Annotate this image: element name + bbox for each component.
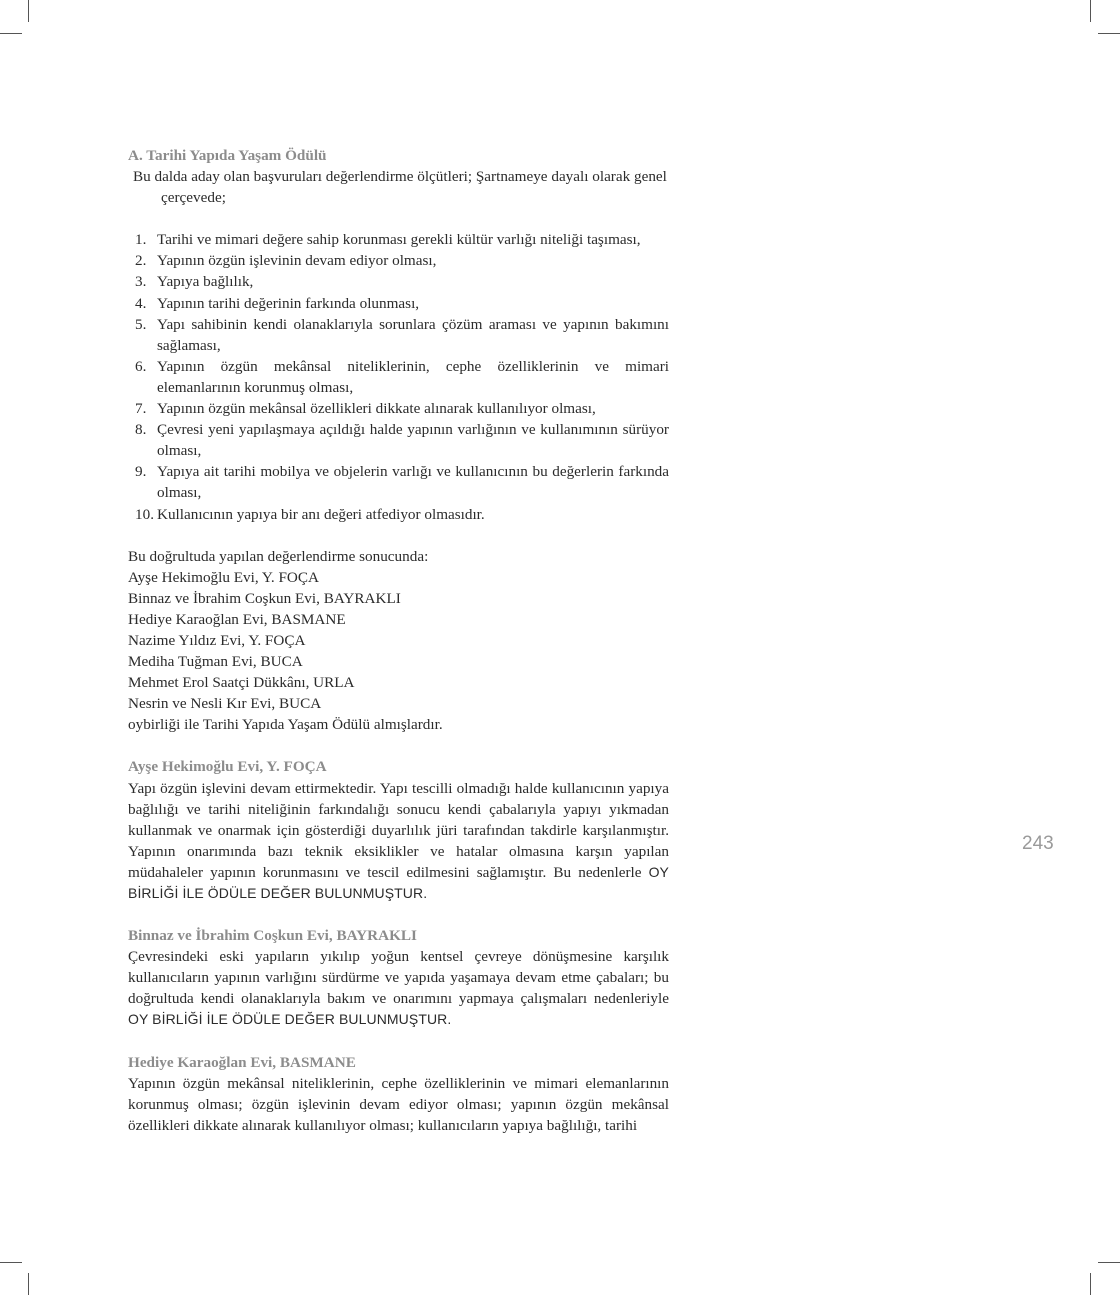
entry-title: Ayşe Hekimoğlu Evi, Y. FOÇA	[128, 758, 327, 776]
crop-mark	[0, 1262, 22, 1263]
winner-item: Binnaz ve İbrahim Coşkun Evi, BAYRAKLI	[128, 589, 401, 607]
winner-item: Mehmet Erol Saatçi Dükkânı, URLA	[128, 674, 355, 692]
entry-body: Çevresindeki eski yapıların yıkılıp yoğun kentsel çevreye dönüşmesine karşılık kullanıcıların yapının varlığını sürdürme ve yapıda yaşamaya devam etme çabaları; bu doğrultuda kendi olanaklarıyla bakım ve onarımını yapmaya çalışmaları nedenleriyle OY BİRLİĞİ İLE ÖDÜLE DEĞER BULUNMUŞTUR.	[128, 948, 669, 1028]
section-title: A. Tarihi Yapıda Yaşam Ödülü	[128, 147, 327, 164]
crop-mark	[28, 1273, 29, 1295]
crop-mark	[1090, 1273, 1091, 1295]
list-item: 8. Çevresi yeni yapılaşmaya açıldığı halde yapının varlığının ve kullanımının sürüyor olması,	[135, 421, 669, 460]
entry-body: Yapı özgün işlevini devam ettirmektedir. Yapı tescilli olmadığı halde kullanıcının yapıya bağlılığı ve tarihi niteliğinin farkındalığı sonucu kendi çabalarıyla yapıyı yıkmadan kullanmak ve onarmak için gösterdiği duyarlılık jüri tarafından takdirle karşılanmıştır. Yapının onarımında bazı teknik eksiklikler ve hatalar olmasına karşın yapılan müdahaleler yapının korunmasını ve tescil edilmesini sağlamıştır. Bu nedenlerle OY BİRLİĞİ İLE ÖDÜLE DEĞER BULUNMUŞTUR.	[128, 779, 669, 901]
results-intro: Bu doğrultuda yapılan değerlendirme sonucunda:	[128, 547, 429, 565]
entry	[128, 925, 669, 1030]
winner-item: Nazime Yıldız Evi, Y. FOÇA	[128, 631, 306, 649]
entry-verdict: OY BİRLİĞİ İLE ÖDÜLE DEĞER BULUNMUŞTUR.	[128, 863, 669, 901]
crop-mark	[1098, 33, 1120, 34]
list-item: 6. Yapının özgün mekânsal niteliklerinin, cephe özelliklerinin ve mimari elemanlarının korunmuş olması,	[135, 357, 669, 396]
winner-item: Hediye Karaoğlan Evi, BASMANE	[128, 610, 346, 628]
list-item: 1. Tarihi ve mimari değere sahip korunması gerekli kültür varlığı niteliği taşıması,	[135, 231, 641, 249]
intro-line: Bu dalda aday olan başvuruları değerlendirme ölçütleri; Şartnameye dayalı olarak genel	[133, 168, 667, 186]
intro-text	[128, 166, 669, 208]
list-item: 10. Kullanıcının yapıya bir anı değeri atfediyor olmasıdır.	[135, 505, 485, 523]
crop-mark	[0, 33, 22, 34]
results-outro: oybirliği ile Tarihi Yapıda Yaşam Ödülü almışlardır.	[128, 716, 443, 734]
criteria-list	[128, 229, 669, 524]
crop-mark	[1098, 1262, 1120, 1263]
list-item: 5. Yapı sahibinin kendi olanaklarıyla sorunlara çözüm araması ve yapının bakımını sağlaması,	[135, 315, 669, 354]
winner-item: Ayşe Hekimoğlu Evi, Y. FOÇA	[128, 568, 319, 586]
page-body	[128, 145, 669, 1136]
list-item: 7. Yapının özgün mekânsal özellikleri dikkate alınarak kullanılıyor olması,	[135, 400, 596, 418]
entry	[128, 1052, 669, 1136]
list-item: 4. Yapının tarihi değerinin farkında olunması,	[135, 294, 420, 312]
list-item: 2. Yapının özgün işlevinin devam ediyor olması,	[135, 252, 437, 270]
list-item: 9. Yapıya ait tarihi mobilya ve objelerin varlığı ve kullanıcının bu değerlerin farkında olması,	[135, 463, 669, 502]
entry-verdict: OY BİRLİĞİ İLE ÖDÜLE DEĞER BULUNMUŞTUR.	[128, 1011, 452, 1028]
crop-mark	[1090, 0, 1091, 22]
crop-mark	[28, 0, 29, 22]
page-number: 243	[1022, 833, 1054, 854]
entry-body: Yapının özgün mekânsal niteliklerinin, cephe özelliklerinin ve mimari elemanlarının korunmuş olması; özgün işlevinin devam ediyor olması; yapının özgün mekânsal özellikleri dikkate alınarak kullanılıyor olması; kullanıcıların yapıya bağlılığı, tarihi	[128, 1074, 669, 1134]
entry	[128, 756, 669, 904]
entry-title: Hediye Karaoğlan Evi, BASMANE	[128, 1053, 356, 1071]
winner-item: Nesrin ve Nesli Kır Evi, BUCA	[128, 695, 322, 713]
winner-item: Mediha Tuğman Evi, BUCA	[128, 653, 303, 671]
intro-line: çerçevede;	[161, 189, 226, 207]
list-item: 3. Yapıya bağlılık,	[135, 273, 254, 291]
results-block	[128, 546, 669, 736]
entry-title: Binnaz ve İbrahim Coşkun Evi, BAYRAKLI	[128, 927, 417, 945]
